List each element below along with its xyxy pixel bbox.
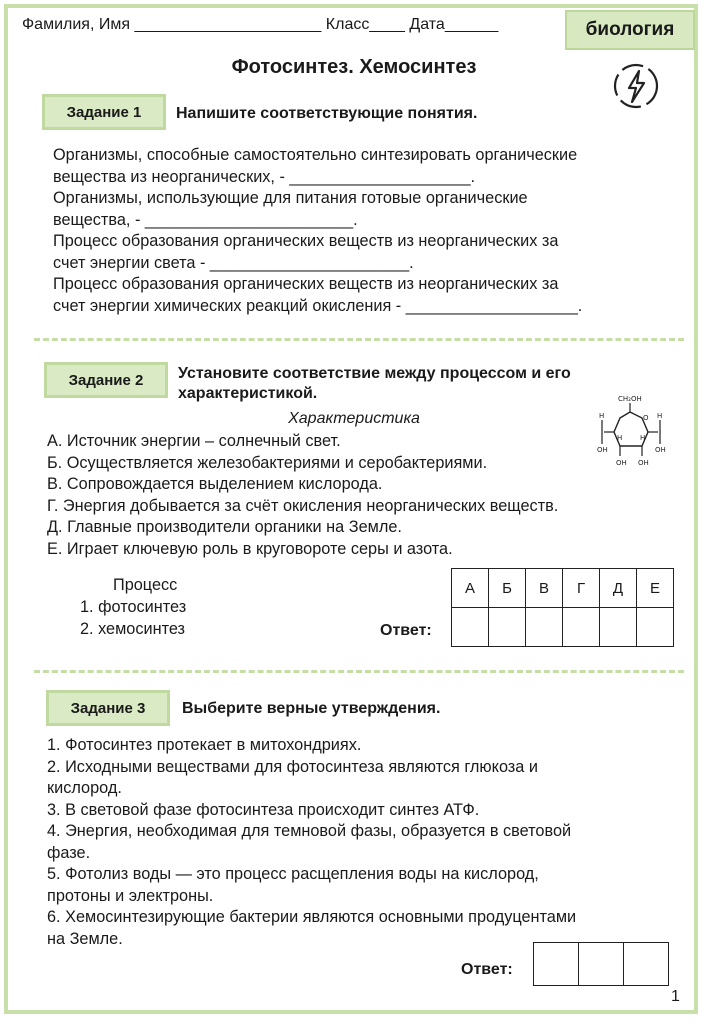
header-line: [22, 16, 498, 34]
answer-column-header: В: [526, 569, 563, 608]
section-divider: [34, 338, 684, 341]
characteristic-item: Г. Энергия добывается за счёт окисления неорганических веществ.: [47, 496, 559, 515]
glucose-o-label: O: [643, 414, 649, 422]
statement-line: кислород.: [47, 779, 122, 797]
class-label: Класс: [325, 16, 370, 33]
process-item: 1. фотосинтез: [80, 598, 187, 616]
class-blank[interactable]: ____: [369, 16, 405, 33]
task1-body: [53, 145, 582, 317]
process-list: [80, 597, 186, 640]
task2-answer-label: Ответ:: [380, 622, 432, 639]
statement-line: на Земле.: [47, 929, 123, 948]
task3-statements: [47, 735, 576, 950]
glucose-oh-label: OH: [655, 446, 666, 454]
answer-cell[interactable]: [637, 608, 674, 647]
task1-line[interactable]: счет энергии химических реакций окисления - ___________________.: [53, 296, 583, 315]
glucose-h-label: H: [657, 412, 663, 420]
characteristics-list: [47, 431, 558, 560]
page-number: 1: [671, 988, 680, 1005]
task1-line: Организмы, способные самостоятельно синтезировать органические: [53, 146, 578, 164]
task1-badge: Задание 1: [42, 94, 166, 130]
glucose-top-label: CH₂OH: [618, 395, 642, 403]
answer-cell[interactable]: [534, 943, 579, 986]
answer-column-header: Г: [563, 569, 600, 608]
answer-header-row: [452, 569, 674, 608]
task1-line[interactable]: вещества из неорганических, - ____________________.: [53, 167, 476, 186]
glucose-oh-label: OH: [597, 446, 608, 454]
task1-line[interactable]: счет энергии света - ______________________.: [53, 253, 414, 272]
characteristic-item: А. Источник энергии – солнечный свет.: [47, 432, 341, 450]
task3-answer-boxes: [533, 942, 669, 986]
answer-cell[interactable]: [526, 608, 563, 647]
answer-cell[interactable]: [624, 943, 669, 986]
date-label: Дата: [409, 16, 445, 33]
statement-line: 6. Хемосинтезирующие бактерии являются основными продуцентами: [47, 908, 577, 926]
characteristic-item: В. Сопровождается выделением кислорода.: [47, 475, 383, 493]
glucose-structure-icon: [590, 392, 674, 470]
process-header: Процесс: [113, 576, 178, 594]
glucose-h-label: H: [599, 412, 605, 420]
statement-line: протоны и электроны.: [47, 886, 214, 905]
statement-line: 4. Энергия, необходимая для темновой фазы, образуется в световой: [47, 822, 572, 840]
name-label: Фамилия, Имя: [22, 16, 130, 33]
task2-title-line: характеристикой.: [178, 385, 318, 402]
characteristic-item: Б. Осуществляется железобактериями и серобактериями.: [47, 453, 488, 472]
answer-column-header: Д: [600, 569, 637, 608]
task1-line: Процесс образования органических веществ из неорганических за: [53, 275, 559, 293]
task2-badge: Задание 2: [44, 362, 168, 398]
answer-cell[interactable]: [600, 608, 637, 647]
glucose-h-label: H: [640, 434, 646, 442]
characteristics-header: Характеристика: [288, 410, 420, 427]
task1-title: Напишите соответствующие понятия.: [176, 105, 478, 122]
statement-line: 1. Фотосинтез протекает в митохондриях.: [47, 736, 362, 754]
task3-badge: Задание 3: [46, 690, 170, 726]
date-blank[interactable]: ______: [444, 16, 499, 33]
answer-cell[interactable]: [579, 943, 624, 986]
characteristic-item: Д. Главные производители органики на Земле.: [47, 518, 402, 536]
answer-column-header: Е: [637, 569, 674, 608]
task1-line: Процесс образования органических веществ из неорганических за: [53, 232, 559, 250]
statement-line: фазе.: [47, 843, 91, 862]
characteristic-item: Е. Играет ключевую роль в круговороте серы и азота.: [47, 539, 453, 558]
glucose-oh-label: OH: [616, 459, 627, 467]
task3-answer-label: Ответ:: [461, 961, 513, 978]
page-title: Фотосинтез. Хемосинтез: [231, 56, 477, 78]
task1-line: Организмы, использующие для питания готовые органические: [53, 189, 528, 207]
answer-column-header: А: [452, 569, 489, 608]
statement-line: 2. Исходными веществами для фотосинтеза являются глюкоза и: [47, 757, 538, 776]
task3-title: Выберите верные утверждения.: [182, 700, 441, 717]
answer-column-header: Б: [489, 569, 526, 608]
process-item: 2. хемосинтез: [80, 619, 186, 638]
glucose-oh-label: OH: [638, 459, 649, 467]
answer-input-row: [452, 608, 674, 647]
answer-input-row: [534, 943, 669, 986]
lightning-icon: [612, 62, 660, 110]
task2-answer-table: [451, 568, 674, 647]
statement-line: 5. Фотолиз воды — это процесс расщепления воды на кислород,: [47, 865, 539, 883]
task2-title-line: Установите соответствие между процессом и его: [178, 365, 571, 382]
answer-cell[interactable]: [563, 608, 600, 647]
task1-line[interactable]: вещества, - _______________________.: [53, 210, 358, 229]
subject-badge: биология: [565, 10, 695, 50]
section-divider: [34, 670, 684, 673]
answer-cell[interactable]: [489, 608, 526, 647]
name-blank[interactable]: _____________________: [134, 16, 322, 33]
glucose-h-label: H: [617, 434, 623, 442]
task2-title: [178, 364, 571, 404]
statement-line: 3. В световой фазе фотосинтеза происходит синтез АТФ.: [47, 800, 480, 819]
answer-cell[interactable]: [452, 608, 489, 647]
